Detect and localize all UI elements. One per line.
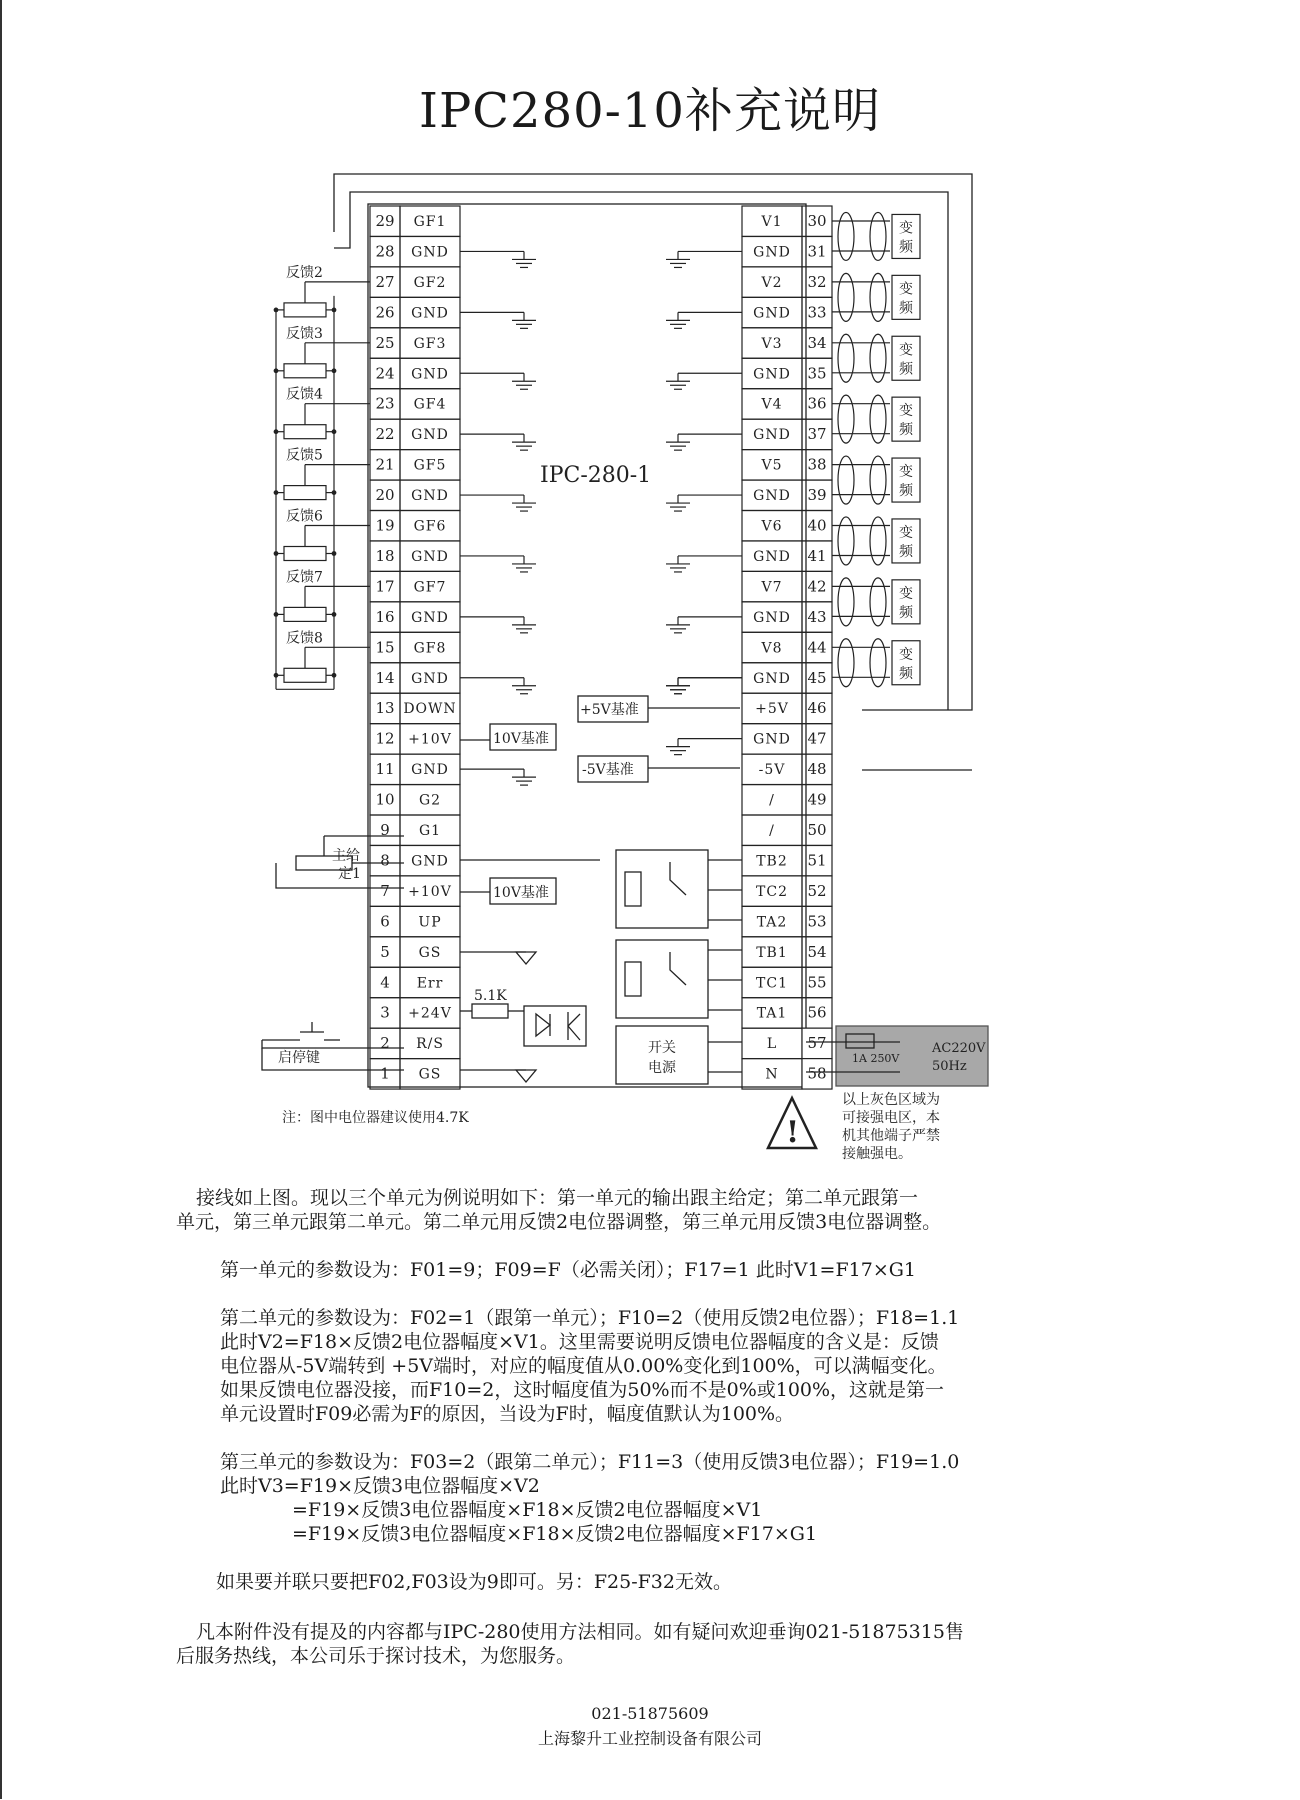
potentiometer-icon xyxy=(284,303,326,317)
terminal-signal-label: Err xyxy=(416,975,444,992)
terminal-pin-number: 22 xyxy=(375,425,395,444)
para-2: 第一单元的参数设为：F01=9；F09=F（必需关闭）；F17=1 此时V1=F17×G1 xyxy=(220,1259,917,1281)
vfd-label: 变 xyxy=(899,524,913,541)
shield-icon xyxy=(870,639,886,687)
para-3-line-1: 第二单元的参数设为：F02=1（跟第一单元）；F10=2（使用反馈2电位器）；F18=1.1 xyxy=(220,1307,960,1329)
terminal-pin-number: 6 xyxy=(380,912,390,931)
terminal-signal-label: GF8 xyxy=(413,640,447,657)
terminal-signal-label: GND xyxy=(753,305,791,322)
terminal-signal-label: GF5 xyxy=(413,457,447,474)
shield-icon xyxy=(838,334,854,382)
terminal-pin-number: 52 xyxy=(807,881,827,900)
terminal-signal-label: GF4 xyxy=(413,396,447,413)
terminal-pin-number: 29 xyxy=(375,212,395,230)
shield-icon xyxy=(870,578,886,626)
shield-icon xyxy=(870,273,886,321)
terminal-signal-label: GND xyxy=(411,670,449,687)
ac-label: AC220V xyxy=(932,1041,986,1056)
terminal-signal-label: GND xyxy=(411,853,449,870)
potentiometer-icon xyxy=(284,607,326,621)
terminal-pin-number: 48 xyxy=(807,760,827,779)
vfd-label: 变 xyxy=(899,585,913,602)
terminal-signal-label: N xyxy=(765,1066,779,1083)
terminal-signal-label: / xyxy=(769,792,775,809)
feedback-pot-label: 反馈2 xyxy=(286,264,323,281)
terminal-signal-label: DOWN xyxy=(403,701,457,718)
terminal-signal-label: G2 xyxy=(418,792,442,809)
terminal-signal-label: TC2 xyxy=(756,883,788,900)
terminal-signal-label: V8 xyxy=(761,640,783,657)
terminal-pin-number: 25 xyxy=(375,333,395,352)
terminal-pin-number: 47 xyxy=(807,729,827,748)
potentiometer-icon xyxy=(284,486,326,500)
warning-line-4: 接触强电。 xyxy=(842,1146,912,1162)
para-6-line-2: 后服务热线，本公司乐于探讨技术，为您服务。 xyxy=(176,1645,576,1667)
terminal-pin-number: 30 xyxy=(807,212,827,230)
terminal-pin-number: 50 xyxy=(807,821,827,839)
terminal-signal-label: -5V xyxy=(758,762,786,779)
terminal-pin-number: 55 xyxy=(807,973,827,992)
terminal-signal-label: GF2 xyxy=(413,274,447,291)
vfd-label: 变 xyxy=(899,646,913,663)
terminal-signal-label: V5 xyxy=(761,457,783,474)
board-label: IPC-280-1 xyxy=(540,463,652,488)
terminal-pin-number: 17 xyxy=(375,577,395,596)
terminal-pin-number: 26 xyxy=(375,303,395,322)
terminal-signal-label: +10V xyxy=(408,731,452,748)
terminal-signal-label: GND xyxy=(411,305,449,322)
para-4-line-4: =F19×反馈3电位器幅度×F18×反馈2电位器幅度×F17×G1 xyxy=(292,1523,818,1545)
power-switch-label-2: 电源 xyxy=(648,1060,676,1076)
terminal-signal-label: GS xyxy=(418,944,442,961)
main-pot-label-2: 定1 xyxy=(338,866,361,882)
vfd-label: 变 xyxy=(899,464,913,481)
terminal-signal-label: GND xyxy=(411,488,449,505)
terminal-signal-label: GND xyxy=(753,366,791,383)
feedback-pot-label: 反馈3 xyxy=(286,325,323,342)
terminal-pin-number: 24 xyxy=(375,364,395,383)
terminal-signal-label: GF6 xyxy=(413,518,447,535)
para-1-line-2: 单元，第三单元跟第二单元。第二单元用反馈2电位器调整，第三单元用反馈3电位器调整。 xyxy=(176,1211,942,1233)
terminal-pin-number: 12 xyxy=(375,729,395,748)
terminal-signal-label: UP xyxy=(418,914,442,931)
terminal-signal-label: GND xyxy=(411,427,449,444)
ref-10v-b: 10V基准 xyxy=(493,885,549,901)
terminal-pin-number: 54 xyxy=(807,942,827,961)
terminal-pin-number: 9 xyxy=(380,821,390,839)
terminal-pin-number: 58 xyxy=(807,1064,827,1083)
terminal-pin-number: 31 xyxy=(807,242,827,261)
terminal-pin-number: 5 xyxy=(380,942,390,961)
terminal-pin-number: 36 xyxy=(807,394,827,413)
terminal-signal-label: TA1 xyxy=(756,1005,788,1022)
fuse-label: 1A 250V xyxy=(852,1052,900,1065)
terminal-pin-number: 13 xyxy=(375,699,395,718)
shield-icon xyxy=(870,334,886,382)
feedback-pot-label: 反馈5 xyxy=(286,447,323,464)
shield-icon xyxy=(838,639,854,687)
terminal-signal-label: TA2 xyxy=(756,914,788,931)
terminal-pin-number: 56 xyxy=(807,1003,827,1022)
terminal-signal-label: GND xyxy=(411,609,449,626)
terminal-pin-number: 28 xyxy=(375,242,395,261)
vfd-label: 变 xyxy=(899,281,913,298)
terminal-pin-number: 7 xyxy=(380,881,390,900)
vfd-label: 频 xyxy=(899,361,913,378)
terminal-pin-number: 33 xyxy=(807,303,827,322)
vfd-label: 频 xyxy=(899,604,913,621)
feedback-pot-label: 反馈6 xyxy=(286,508,323,525)
terminal-pin-number: 40 xyxy=(807,516,827,535)
ac-label-2: 50Hz xyxy=(932,1059,967,1074)
terminal-signal-label: TB1 xyxy=(756,944,788,961)
terminal-signal-label: V2 xyxy=(761,274,783,291)
footer-phone: 021-51875609 xyxy=(591,1704,709,1723)
terminal-pin-number: 32 xyxy=(807,272,827,291)
terminal-pin-number: 43 xyxy=(807,607,827,626)
shield-icon xyxy=(870,395,886,443)
terminal-signal-label: TC1 xyxy=(756,975,788,992)
feedback-pot-label: 反馈7 xyxy=(286,569,323,586)
terminal-pin-number: 3 xyxy=(380,1003,390,1022)
terminal-pin-number: 57 xyxy=(807,1034,827,1053)
shield-icon xyxy=(838,395,854,443)
terminal-pin-number: 2 xyxy=(380,1034,390,1053)
diagram-note: 注：图中电位器建议使用4.7K xyxy=(282,1110,469,1126)
terminal-pin-number: 46 xyxy=(807,699,827,718)
para-6-line-1: 凡本附件没有提及的内容都与IPC-280使用方法相同。如有疑问欢迎垂询021-51875315售 xyxy=(196,1621,964,1643)
footer-company: 上海黎升工业控制设备有限公司 xyxy=(537,1729,762,1748)
para-3-line-2: 此时V2=F18×反馈2电位器幅度×V1。这里需要说明反馈电位器幅度的含义是：反馈 xyxy=(220,1331,939,1353)
shield-icon xyxy=(838,212,854,260)
terminal-signal-label: GND xyxy=(411,548,449,565)
vfd-label: 变 xyxy=(899,220,913,237)
feedback-pot-label: 反馈4 xyxy=(286,386,323,403)
terminal-pin-number: 45 xyxy=(807,668,827,687)
para-5: 如果要并联只要把F02,F03设为9即可。另：F25-F32无效。 xyxy=(216,1571,732,1593)
vfd-label: 变 xyxy=(899,342,913,359)
terminal-signal-label: +5V xyxy=(755,701,789,718)
terminal-pin-number: 15 xyxy=(375,638,395,657)
terminal-pin-number: 41 xyxy=(807,546,827,565)
shield-icon xyxy=(870,212,886,260)
terminal-signal-label: V4 xyxy=(761,396,783,413)
terminal-signal-label: GND xyxy=(753,427,791,444)
terminal-signal-label: G1 xyxy=(418,823,442,839)
potentiometer-icon xyxy=(284,547,326,561)
terminal-signal-label: GF7 xyxy=(413,579,447,596)
terminal-pin-number: 34 xyxy=(807,333,827,352)
terminal-pin-number: 18 xyxy=(375,546,395,565)
terminal-signal-label: GND xyxy=(753,488,791,505)
terminal-pin-number: 19 xyxy=(375,516,395,535)
vfd-label: 频 xyxy=(899,300,913,317)
vfd-label: 频 xyxy=(899,543,913,560)
terminal-pin-number: 39 xyxy=(807,486,827,505)
ref-minus5: -5V基准 xyxy=(582,762,634,778)
terminal-pin-number: 8 xyxy=(380,851,390,870)
potentiometer-icon xyxy=(284,364,326,378)
shield-icon xyxy=(838,517,854,565)
page-title: IPC280-10补充说明 xyxy=(419,83,881,139)
terminal-signal-label: TB2 xyxy=(756,853,788,870)
para-4-line-1: 第三单元的参数设为：F03=2（跟第二单元）；F11=3（使用反馈3电位器）；F19=1.0 xyxy=(220,1451,960,1473)
terminal-signal-label: GND xyxy=(753,244,791,261)
terminal-signal-label: +24V xyxy=(408,1005,452,1022)
vfd-label: 频 xyxy=(899,239,913,256)
terminal-signal-label: V1 xyxy=(761,214,783,230)
terminal-signal-label: GND xyxy=(753,731,791,748)
terminal-pin-number: 53 xyxy=(807,912,827,931)
terminal-signal-label: R/S xyxy=(416,1036,444,1053)
terminal-pin-number: 11 xyxy=(375,760,395,779)
warning-line-3: 机其他端子严禁 xyxy=(842,1128,940,1144)
terminal-signal-label: V3 xyxy=(761,335,783,352)
main-pot-label: 主给 xyxy=(332,848,360,864)
terminal-pin-number: 51 xyxy=(807,851,827,870)
terminal-pin-number: 27 xyxy=(375,272,395,291)
para-1-line-1: 接线如上图。现以三个单元为例说明如下：第一单元的输出跟主给定；第二单元跟第一 xyxy=(196,1187,919,1209)
terminal-signal-label: GF3 xyxy=(413,335,447,352)
terminal-signal-label: GS xyxy=(418,1066,442,1083)
ref-10v-a: 10V基准 xyxy=(493,731,549,747)
shield-icon xyxy=(838,456,854,504)
ref-plus5: +5V基准 xyxy=(580,702,639,718)
terminal-pin-number: 37 xyxy=(807,425,827,444)
shield-icon xyxy=(870,517,886,565)
para-3-line-3: 电位器从-5V端转到 +5V端时，对应的幅度值从0.00%变化到100%，可以满幅变化。 xyxy=(220,1355,947,1377)
terminal-signal-label: L xyxy=(766,1036,778,1053)
terminal-signal-label: GND xyxy=(411,762,449,779)
vfd-label: 频 xyxy=(899,665,913,682)
para-4-line-3: =F19×反馈3电位器幅度×F18×反馈2电位器幅度×V1 xyxy=(292,1499,763,1521)
terminal-pin-number: 20 xyxy=(375,486,395,505)
terminal-signal-label: +10V xyxy=(408,883,452,900)
terminal-signal-label: GND xyxy=(753,609,791,626)
start-stop-label: 启停键 xyxy=(278,1050,320,1066)
terminal-signal-label: GF1 xyxy=(413,214,447,230)
potentiometer-icon xyxy=(284,668,326,682)
terminal-signal-label: GND xyxy=(411,366,449,383)
vfd-label: 频 xyxy=(899,483,913,500)
warning-icon: ! xyxy=(786,1115,800,1150)
terminal-signal-label: V7 xyxy=(761,579,783,596)
vfd-label: 变 xyxy=(899,403,913,420)
warning-line-1: 以上灰色区域为 xyxy=(842,1092,940,1108)
para-4-line-2: 此时V3=F19×反馈3电位器幅度×V2 xyxy=(220,1475,540,1497)
terminal-pin-number: 49 xyxy=(807,790,827,809)
terminal-pin-number: 16 xyxy=(375,607,395,626)
terminal-pin-number: 38 xyxy=(807,455,827,474)
shield-icon xyxy=(838,578,854,626)
shield-icon xyxy=(870,456,886,504)
vfd-label: 频 xyxy=(899,422,913,439)
terminal-pin-number: 23 xyxy=(375,394,395,413)
terminal-signal-label: GND xyxy=(411,244,449,261)
para-3-line-4: 如果反馈电位器没接，而F10=2，这时幅度值为50%而不是0%或100%，这就是第一 xyxy=(220,1379,945,1401)
terminal-signal-label: GND xyxy=(753,548,791,565)
terminal-pin-number: 4 xyxy=(380,973,390,992)
terminal-pin-number: 42 xyxy=(807,577,827,596)
terminal-signal-label: V6 xyxy=(761,518,783,535)
resistor-label: 5.1K xyxy=(474,988,507,1004)
terminal-pin-number: 1 xyxy=(380,1064,390,1083)
warning-line-2: 可接强电区，本 xyxy=(842,1110,940,1126)
potentiometer-icon xyxy=(284,425,326,439)
shield-icon xyxy=(838,273,854,321)
terminal-signal-label: / xyxy=(769,823,775,839)
terminal-pin-number: 44 xyxy=(807,638,827,657)
power-switch-label: 开关 xyxy=(648,1040,676,1056)
terminal-pin-number: 10 xyxy=(375,790,395,809)
terminal-signal-label: GND xyxy=(753,670,791,687)
terminal-pin-number: 14 xyxy=(375,668,395,687)
feedback-pot-label: 反馈8 xyxy=(286,630,323,647)
terminal-pin-number: 21 xyxy=(375,455,395,474)
terminal-pin-number: 35 xyxy=(807,364,827,383)
para-3-line-5: 单元设置时F09必需为F的原因，当设为F时，幅度值默认为100%。 xyxy=(220,1403,795,1425)
